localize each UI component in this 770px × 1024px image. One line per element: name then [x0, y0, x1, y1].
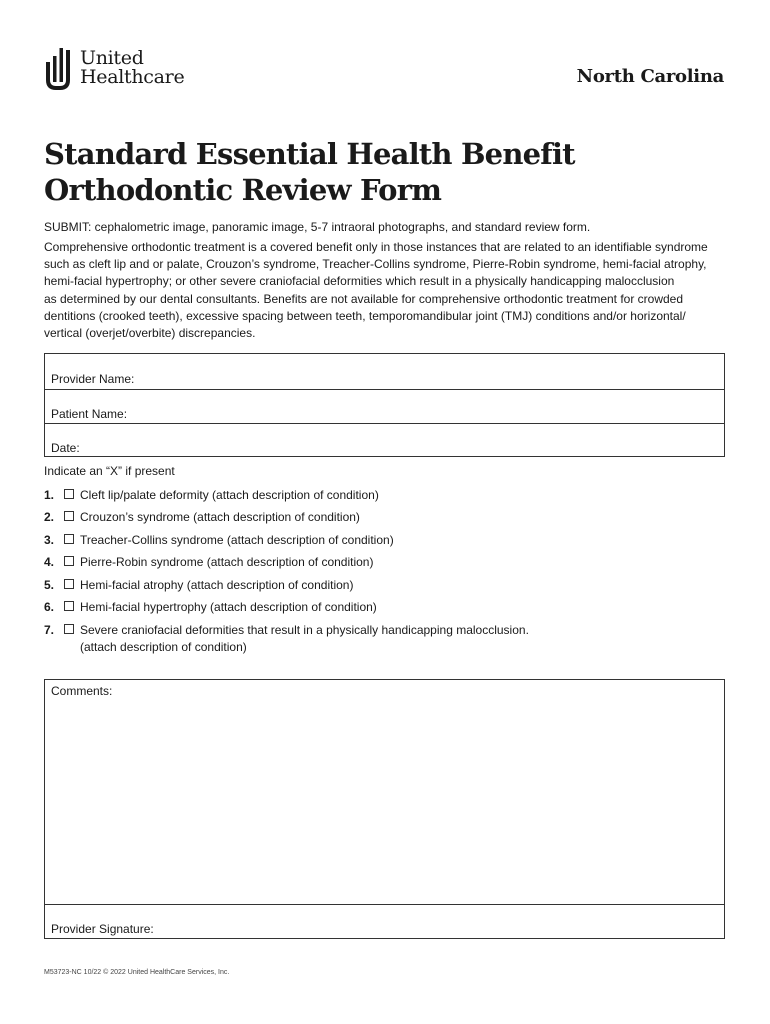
condition-text: Pierre-Robin syndrome (attach description of condition) [80, 555, 374, 569]
condition-text-line2: (attach description of condition) [80, 640, 247, 654]
condition-number: 3. [44, 533, 55, 547]
condition-number: 5. [44, 578, 55, 592]
condition-number: 4. [44, 555, 55, 569]
united-healthcare-u-icon [44, 46, 72, 92]
condition-checkbox[interactable] [64, 489, 74, 499]
provider-info-box [44, 353, 725, 457]
provider-signature-label: Provider Signature: [51, 922, 154, 936]
condition-item [44, 487, 680, 504]
condition-item [44, 554, 680, 571]
comments-box[interactable] [44, 679, 725, 939]
condition-item [44, 622, 680, 656]
condition-number: 7. [44, 623, 55, 637]
provider-signature-field[interactable] [45, 904, 724, 939]
brand-logo [44, 46, 194, 92]
provider-name-label: Provider Name: [51, 372, 135, 386]
condition-checkbox[interactable] [64, 601, 74, 611]
form-title-line2: Orthodontic Review Form [44, 173, 442, 207]
provider-name-field[interactable] [45, 354, 724, 389]
condition-number: 1. [44, 488, 55, 502]
condition-text [80, 622, 680, 656]
condition-text: Crouzon’s syndrome (attach description of condition) [80, 510, 360, 524]
condition-text-line1: Severe craniofacial deformities that result in a physically handicapping malocclusion. [80, 623, 529, 637]
condition-text: Cleft lip/palate deformity (attach description of condition) [80, 488, 379, 502]
intro-line: vertical (overjet/overbite) discrepancies. [44, 326, 256, 341]
date-label: Date: [51, 441, 80, 455]
condition-text: Treacher-Collins syndrome (attach description of condition) [80, 533, 394, 547]
submit-instructions: SUBMIT: cephalometric image, panoramic image, 5-7 intraoral photographs, and standard review form. [44, 220, 591, 234]
condition-item [44, 577, 680, 594]
intro-line: Comprehensive orthodontic treatment is a covered benefit only in those instances that are related to an identifiable syndrome [44, 240, 708, 254]
intro-line: as determined by our dental consultants. Benefits are not available for comprehensive orthodontic treatment for crowded [44, 291, 684, 306]
brand-name [80, 49, 184, 87]
form-title [44, 136, 575, 208]
condition-checkbox[interactable] [64, 511, 74, 521]
brand-line1: United [80, 47, 144, 69]
condition-checkbox[interactable] [64, 534, 74, 544]
condition-item [44, 509, 680, 526]
condition-number: 2. [44, 510, 55, 524]
condition-item [44, 532, 680, 549]
intro-line: hemi-facial hypertrophy; or other severe craniofacial deformities which result in a physically handicapping malocclusion [44, 274, 675, 289]
footer-legal: M53723-NC 10/22 © 2022 United HealthCare Services, Inc. [44, 969, 230, 976]
brand-line2: Healthcare [80, 66, 185, 88]
state-label: North Carolina [576, 66, 724, 87]
condition-number: 6. [44, 600, 55, 614]
indicate-instruction: Indicate an “X” if present [44, 464, 175, 478]
intro-paragraph [44, 239, 734, 342]
intro-line: dentitions (crooked teeth), excessive spacing between teeth, temporomandibular joint (TMJ) conditions and/or horizontal/ [44, 308, 686, 323]
condition-text: Hemi-facial hypertrophy (attach description of condition) [80, 600, 377, 614]
condition-checkbox[interactable] [64, 624, 74, 634]
condition-text: Hemi-facial atrophy (attach description of condition) [80, 578, 354, 592]
condition-checkbox[interactable] [64, 556, 74, 566]
form-title-line1: Standard Essential Health Benefit [44, 137, 575, 171]
condition-checkbox[interactable] [64, 579, 74, 589]
patient-name-field[interactable] [45, 389, 724, 423]
patient-name-label: Patient Name: [51, 407, 128, 421]
date-field[interactable] [45, 423, 724, 456]
comments-label: Comments: [51, 684, 113, 698]
condition-item [44, 599, 680, 616]
intro-line: such as cleft lip and or palate, Crouzon’s syndrome, Treacher-Collins syndrome, Pierre-Robin syndrome, hemi-facial atrophy, [44, 257, 707, 272]
